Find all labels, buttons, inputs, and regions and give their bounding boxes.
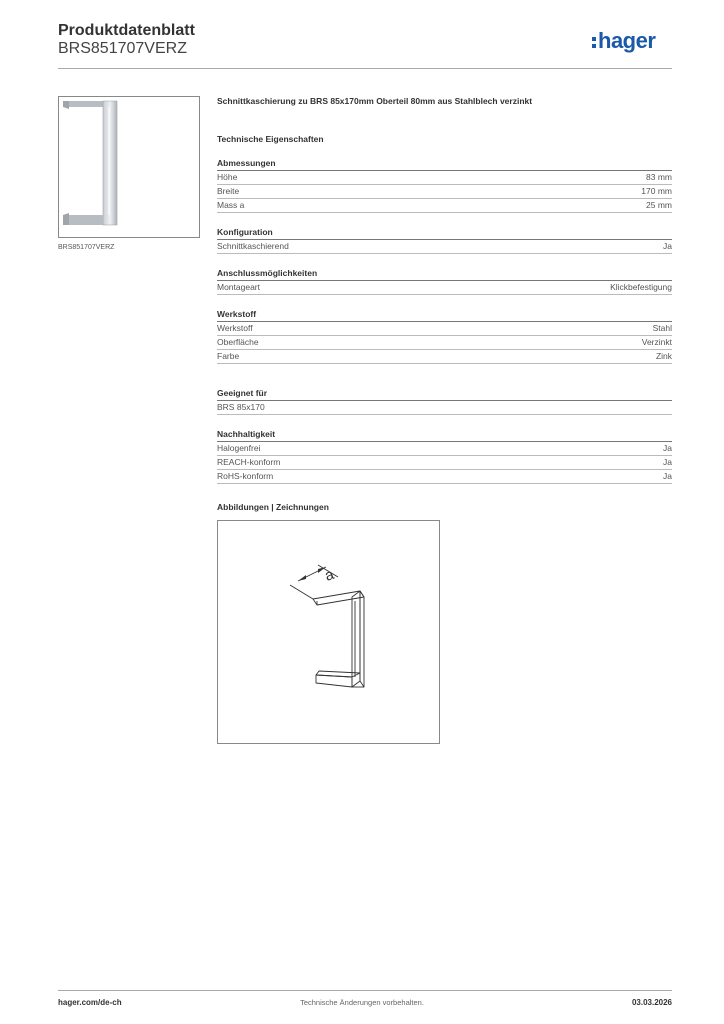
row-label: Halogenfrei — [217, 443, 261, 453]
table-row — [217, 199, 672, 213]
table-row — [217, 240, 672, 254]
product-description: Schnittkaschierung zu BRS 85x170mm Oberteil 80mm aus Stahlblech verzinkt — [217, 96, 533, 106]
row-value: Verzinkt — [641, 337, 672, 347]
row-value: Klickbefestigung — [610, 282, 672, 292]
table-row — [217, 322, 672, 336]
table-row — [217, 456, 672, 470]
row-label: Farbe — [217, 351, 240, 361]
table-row — [217, 350, 672, 364]
section-title: Geeignet für — [217, 388, 672, 401]
drawings-title: Abbildungen | Zeichnungen — [217, 502, 329, 512]
section-title: Nachhaltigkeit — [217, 429, 672, 442]
row-label: RoHS-konform — [217, 471, 274, 481]
product-photo-icon — [59, 97, 199, 237]
row-value: Stahl — [652, 323, 672, 333]
section-anschluss — [217, 268, 672, 295]
footer-divider — [58, 990, 672, 991]
table-row — [217, 281, 672, 295]
product-details — [217, 96, 672, 512]
table-row — [217, 336, 672, 350]
row-value: 25 mm — [646, 200, 672, 210]
row-label: REACH-konform — [217, 457, 281, 467]
technical-properties-title: Technische Eigenschaften — [217, 134, 324, 144]
table-row — [217, 442, 672, 456]
section-title: Konfiguration — [217, 227, 672, 240]
row-value: Zink — [655, 351, 672, 361]
header-divider — [58, 68, 672, 69]
logo-text: hager — [598, 28, 656, 53]
row-label: Höhe — [217, 172, 238, 182]
footer-date: 03.03.2026 — [631, 998, 672, 1007]
row-value: Ja — [663, 443, 672, 453]
row-label: Mass a — [217, 200, 245, 210]
row-value: 170 mm — [641, 186, 672, 196]
row-label: BRS 85x170 — [217, 402, 265, 412]
row-value: Ja — [663, 241, 672, 251]
row-label: Oberfläche — [217, 337, 259, 347]
row-value: Ja — [663, 457, 672, 467]
logo-dots-icon — [592, 34, 596, 51]
section-konfiguration — [217, 227, 672, 254]
section-nachhaltigkeit — [217, 429, 672, 484]
section-abmessungen — [217, 158, 672, 213]
section-title: Anschlussmöglichkeiten — [217, 268, 672, 281]
row-label: Montageart — [217, 282, 260, 292]
dimension-label: a — [322, 565, 337, 585]
hager-logo — [592, 28, 655, 54]
section-title: Werkstoff — [217, 309, 672, 322]
section-title: Abmessungen — [217, 158, 672, 171]
product-image — [58, 96, 200, 238]
table-row — [217, 185, 672, 199]
row-label: Schnittkaschierend — [217, 241, 289, 251]
section-werkstoff — [217, 309, 672, 364]
table-row — [217, 401, 672, 415]
footer-website-link[interactable]: hager.com/de-ch — [58, 998, 122, 1007]
section-geeignet — [217, 388, 672, 415]
table-row — [217, 470, 672, 484]
row-label: Werkstoff — [217, 323, 253, 333]
row-value: 83 mm — [646, 172, 672, 182]
technical-drawing — [217, 520, 440, 744]
table-row — [217, 171, 672, 185]
page-title: Produktdatenblatt — [58, 22, 195, 39]
footer-notice: Technische Änderungen vorbehalten. — [300, 998, 424, 1007]
article-number: BRS851707VERZ — [58, 40, 187, 57]
product-image-caption: BRS851707VERZ — [58, 244, 115, 251]
row-value: Ja — [663, 471, 672, 481]
drawing-bracket-icon — [218, 521, 439, 743]
row-label: Breite — [217, 186, 240, 196]
